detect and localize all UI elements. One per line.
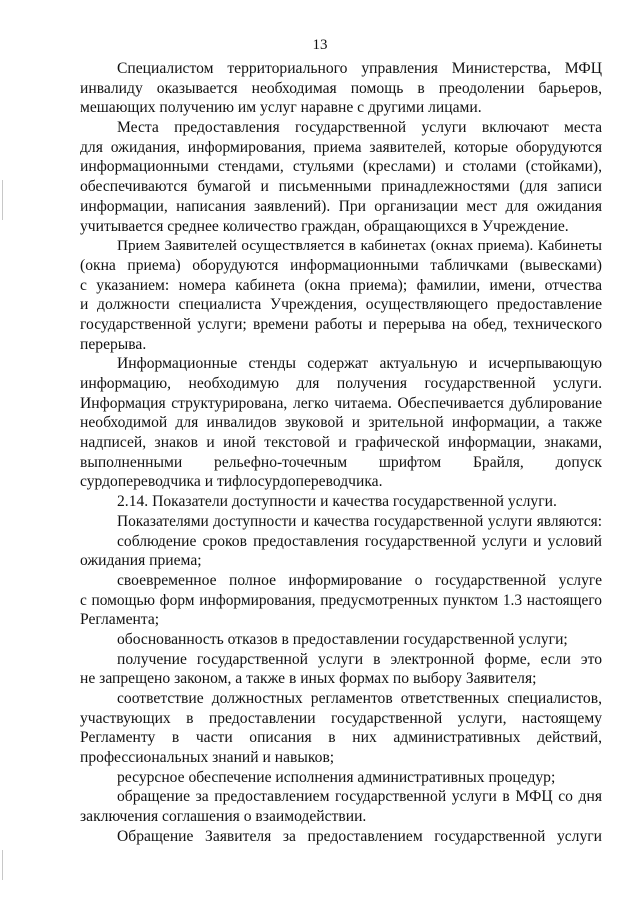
text-line: Прием Заявителей осуществляется в кабинетах (окнах приема). Кабинеты bbox=[117, 237, 602, 255]
text-line: Информация структурирована, легко читаема. Обеспечивается дублирование bbox=[80, 394, 602, 412]
text-line: Места предоставления государственной услуги включают места bbox=[117, 119, 602, 137]
text-line: информацию, необходимую для получения государственной услуги. bbox=[80, 375, 602, 392]
text-line: участвующих в предоставлении государственной услуги, настоящему bbox=[80, 709, 602, 727]
text-line: мешающих получению им услуг наравне с другими лицами. bbox=[80, 99, 482, 117]
text-line: получение государственной услуги в электронной форме, если это bbox=[117, 650, 602, 668]
text-line: соблюдение сроков предоставления государственной услуги и условий bbox=[117, 532, 602, 550]
text-line: информационными стендами, стульями (креслами) и столами (стойками), bbox=[80, 158, 602, 176]
text-line: государственной услуги; времени работы и перерыва на обед, технического bbox=[80, 315, 602, 333]
text-line: Регламента; bbox=[80, 611, 160, 629]
text-line: обоснованность отказов в предоставлении государственной услуги; bbox=[117, 630, 568, 648]
text-line: своевременное полное информирование о государственной услуге bbox=[117, 571, 602, 589]
text-line: Информационные стенды содержат актуальную и исчерпывающую bbox=[117, 355, 602, 373]
text-line: необходимой для инвалидов звуковой и зрительной информации, а также bbox=[80, 414, 602, 432]
text-line: надписей, знаков и иной текстовой и графической информации, знаками, bbox=[80, 434, 602, 452]
text-line: с указанием: номера кабинета (окна приема); фамилии, имени, отчества bbox=[80, 276, 602, 294]
text-line: соответствие должностных регламентов ответственных специалистов, bbox=[117, 690, 602, 707]
page-number: 13 bbox=[312, 37, 328, 53]
document-body bbox=[80, 59, 602, 847]
text-line: информации, написания заявлений). При организации мест для ожидания bbox=[80, 197, 602, 215]
text-line: с помощью форм информирования, предусмотренных пунктом 1.3 настоящего bbox=[80, 591, 602, 609]
text-line: Специалистом территориального управления Министерства, МФЦ bbox=[117, 60, 602, 77]
text-line: выполненными рельефно-точечным шрифтом Брайля, допуск bbox=[80, 453, 602, 471]
text-line: заключения соглашения о взаимодействии. bbox=[80, 808, 367, 826]
text-line: Показателями доступности и качества государственной услуги являются: bbox=[117, 512, 602, 530]
text-line: профессиональных знаний и навыков; bbox=[80, 749, 335, 767]
text-line: (окна приема) оборудуются информационными табличками (вывесками) bbox=[80, 256, 602, 274]
text-line: обращение за предоставлением государственной услуги в МФЦ со дня bbox=[117, 788, 602, 806]
text-line: и должности специалиста Учреждения, осуществляющего предоставление bbox=[80, 296, 602, 314]
text-line: для ожидания, информирования, приема заявителей, которые оборудуются bbox=[80, 138, 602, 156]
text-line: учитывается среднее количество граждан, обращающихся в Учреждение. bbox=[80, 217, 569, 235]
text-line: обеспечиваются бумагой и письменными принадлежностями (для записи bbox=[80, 178, 602, 196]
text-line: сурдопереводчика и тифлосурдопереводчика. bbox=[80, 473, 383, 491]
text-line: инвалиду оказывается необходимая помощь в преодолении барьеров, bbox=[80, 79, 602, 97]
scan-edge-mark bbox=[2, 850, 3, 880]
text-line: перерыва. bbox=[80, 335, 147, 353]
text-line: ресурсное обеспечение исполнения административных процедур; bbox=[117, 768, 556, 786]
scan-edge-mark bbox=[2, 180, 3, 220]
text-line: Регламенту в части описания в них административных действий, bbox=[80, 729, 602, 747]
text-line: Обращение Заявителя за предоставлением государственной услуги bbox=[117, 827, 602, 845]
text-line: ожидания приема; bbox=[80, 552, 202, 570]
text-line: 2.14. Показатели доступности и качества государственной услуги. bbox=[117, 493, 557, 511]
text-line: не запрещено законом, а также в иных формах по выбору Заявителя; bbox=[80, 670, 537, 688]
